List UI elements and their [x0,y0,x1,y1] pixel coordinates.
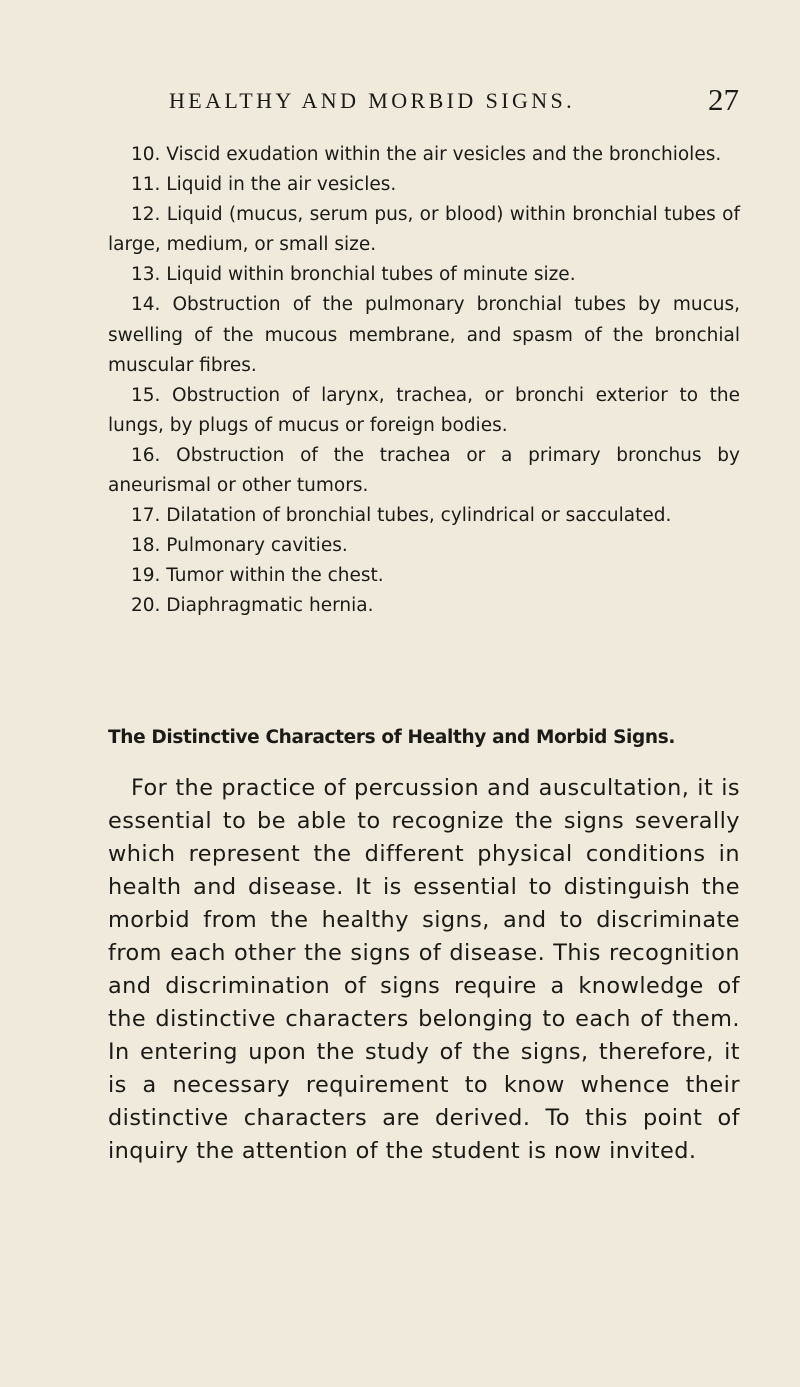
list-item: 15. Obstruction of larynx, trachea, or bronchi exterior to the lungs, by plugs of mucus or foreign bodies. [108,384,740,436]
page-number: 27 [708,82,739,117]
list-item: 17. Dilatation of bronchial tubes, cylindrical or sacculated. [131,505,672,527]
list-item: 12. Liquid (mucus, serum pus, or blood) within bronchial tubes of large, medium, or small size. [108,204,740,256]
list-item: 10. Viscid exudation within the air vesicles and the bronchioles. [131,144,722,165]
list-item: 11. Liquid in the air vesicles. [131,174,397,196]
running-head: HEALTHY AND MORBID SIGNS. [169,88,576,113]
list-item: 18. Pulmonary cavities. [131,535,348,557]
list-item: 20. Diaphragmatic hernia. [131,595,374,617]
list-item: 13. Liquid within bronchial tubes of minute size. [131,264,576,286]
list-item: 19. Tumor within the chest. [131,565,384,587]
page-header [169,82,739,122]
section-heading: The Distinctive Characters of Healthy and Morbid Signs. [108,727,676,748]
sign-condition-list [108,140,740,622]
body-paragraph: For the practice of percussion and auscultation, it is essential to be able to recognize the signs severally which represent the different physical conditions in health and disease. It is essential to distinguish the morbid from the healthy signs, and to discriminate from each other the signs of disease. This recognition and discrimination of signs require a knowledge of the distinctive characters belonging to each of them. In entering upon the study of the signs, therefore, it is a necessary requirement to know whence their distinctive characters are derived. To this point of inquiry the attention of the student is now invited. [108,775,740,1164]
list-item: 16. Obstruction of the trachea or a primary bronchus by aneurismal or other tumors. [108,444,740,497]
list-item: 14. Obstruction of the pulmonary bronchial tubes by mucus, swelling of the mucous membrane, and spasm of the bronchial muscular fibres. [108,294,740,376]
